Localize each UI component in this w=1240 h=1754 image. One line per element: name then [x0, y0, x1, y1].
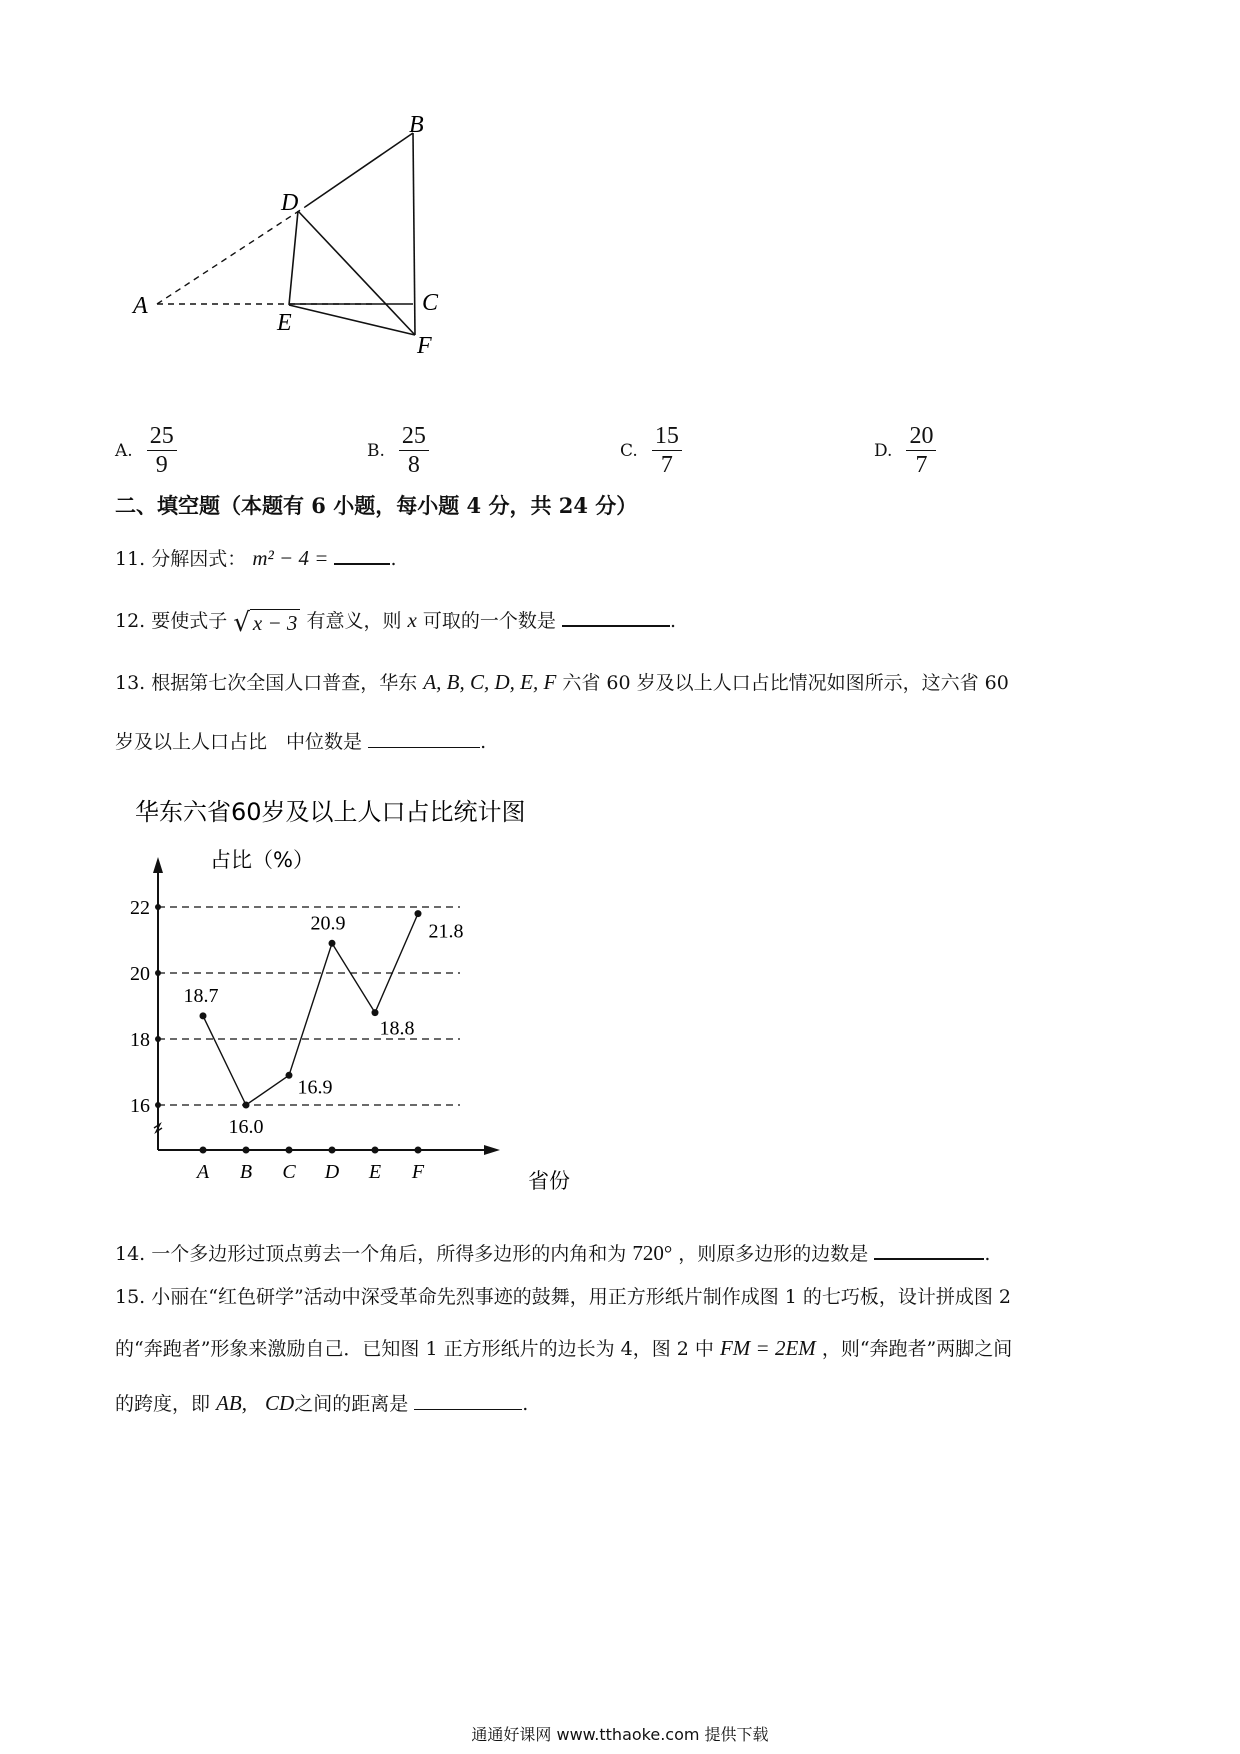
point-label-A: A: [133, 293, 148, 319]
data-point: [329, 940, 336, 947]
angle-value: 720°: [632, 1241, 673, 1265]
data-point: [243, 1102, 250, 1109]
x-axis-arrow: [484, 1145, 500, 1155]
question-text: 六省 60 岁及以上人口占比情况如图所示，这六省 60: [562, 672, 1009, 694]
question-text: 的跨度，即: [115, 1393, 211, 1415]
y-axis-label: 占比（%）: [210, 848, 314, 872]
question-number: 11.: [115, 548, 146, 570]
y-tick-label: 22: [130, 897, 150, 919]
data-label: 16.9: [297, 1076, 333, 1099]
x-tick-dot: [286, 1147, 293, 1154]
x-tick-label: A: [196, 1161, 210, 1183]
question-end: .: [984, 1243, 991, 1265]
question-13-line-1: [115, 669, 1009, 696]
geometry-figure: [125, 110, 455, 410]
chart-title: 华东六省60岁及以上人口占比统计图: [135, 798, 526, 826]
option-d: [874, 422, 936, 479]
denominator: 8: [407, 452, 420, 478]
option-label: D.: [874, 440, 893, 461]
question-text: 岁及以上人口占比 中位数是: [115, 731, 363, 753]
question-number: 13.: [115, 672, 146, 694]
question-15-line-1: [115, 1284, 1011, 1310]
math-expression: m² − 4 =: [252, 546, 329, 570]
option-c: [620, 422, 682, 479]
math-expression: FM = 2EM: [719, 1336, 816, 1360]
question-text: 一个多边形过顶点剪去一个角后，所得多边形的内角和为: [151, 1243, 627, 1265]
x-tick-dot: [329, 1147, 336, 1154]
axis-break-marker: [154, 1124, 162, 1132]
data-label: 16.0: [228, 1116, 264, 1138]
y-tick-dot: [155, 1102, 161, 1108]
data-point: [286, 1072, 293, 1079]
question-text: 小丽在“红色研学”活动中深受革命先烈事迹的鼓舞，用正方形纸片制作成图 1 的七巧板，设计拼成图 2: [151, 1286, 1011, 1308]
question-text: 可取的一个数是: [422, 610, 556, 632]
question-text: 分解因式：: [151, 548, 247, 570]
variable: x: [407, 608, 417, 632]
y-tick-label: 18: [130, 1029, 150, 1051]
x-tick-dot: [243, 1147, 250, 1154]
data-label: 21.8: [428, 920, 464, 943]
question-end: .: [480, 731, 487, 753]
point-label-B: B: [409, 112, 424, 138]
variables: AB,: [216, 1391, 247, 1415]
denominator: 7: [660, 452, 673, 478]
answer-blank: [874, 1240, 984, 1260]
x-axis-label: 省份: [528, 1169, 570, 1193]
square-root: √ x − 3: [233, 609, 300, 636]
question-11: [115, 545, 396, 572]
y-tick-dot: [155, 970, 161, 976]
answer-blank: [334, 545, 390, 565]
answer-blank: [414, 1391, 522, 1410]
option-a: [115, 422, 177, 479]
variables: A, B, C, D, E, F: [423, 670, 557, 694]
segment-DE: [289, 211, 298, 305]
question-text: 之间的距离是: [294, 1393, 409, 1415]
question-number: 15.: [115, 1286, 146, 1308]
point-label-C: C: [422, 290, 439, 316]
chart-plot-area: [130, 857, 500, 1183]
segment-BF: [413, 133, 415, 335]
fraction: [906, 422, 936, 479]
question-number: 12.: [115, 610, 146, 632]
y-axis-arrow: [153, 857, 163, 873]
y-tick-label: 20: [130, 963, 150, 985]
segment-DF: [298, 211, 415, 335]
point-label-E: E: [277, 310, 292, 336]
radicand: x − 3: [250, 609, 301, 636]
y-tick-label: 16: [130, 1095, 150, 1117]
option-label: C.: [620, 440, 638, 461]
point-label-D: D: [281, 190, 299, 216]
line-chart: [110, 785, 590, 1205]
segment-DB: [305, 133, 413, 207]
x-tick-dot: [415, 1147, 422, 1154]
segment-AD: [157, 207, 305, 304]
x-tick-label: D: [324, 1161, 340, 1183]
fraction: [652, 422, 682, 479]
x-tick-label: B: [239, 1161, 253, 1183]
numerator: 25: [147, 422, 177, 451]
question-end: .: [522, 1393, 529, 1415]
data-point: [200, 1012, 207, 1019]
question-15-line-2: [115, 1335, 1012, 1362]
question-15-line-3: [115, 1390, 528, 1417]
question-end: .: [669, 610, 676, 632]
x-tick-label: E: [368, 1161, 382, 1183]
question-number: 14.: [115, 1243, 146, 1265]
data-label: 20.9: [310, 912, 346, 935]
data-label: 18.7: [183, 984, 219, 1007]
x-tick-label: C: [282, 1161, 296, 1183]
numerator: 15: [652, 422, 682, 451]
x-tick-dot: [372, 1147, 379, 1154]
question-text: 根据第七次全国人口普查，华东: [151, 672, 418, 694]
data-point: [372, 1009, 379, 1016]
variables: CD: [265, 1391, 295, 1415]
question-end: .: [390, 548, 397, 570]
fraction: [147, 422, 177, 479]
data-point: [415, 910, 422, 917]
question-text: ，则“奔跑者”两脚之间: [821, 1338, 1013, 1360]
section-title: 二、填空题（本题有 6 小题，每小题 4 分，共 24 分）: [115, 493, 638, 518]
question-text: ，则原多边形的边数是: [678, 1243, 869, 1265]
numerator: 25: [399, 422, 429, 451]
numerator: 20: [906, 422, 936, 451]
segment-EF: [289, 305, 415, 335]
question-text: 有意义，则: [306, 610, 402, 632]
question-14: [115, 1240, 990, 1267]
answer-blank: [368, 729, 480, 748]
option-label: A.: [115, 440, 133, 461]
answer-blank: [562, 607, 670, 627]
x-tick-dot: [200, 1147, 207, 1154]
question-12: [115, 607, 676, 636]
fraction: [399, 422, 429, 479]
data-label: 18.8: [379, 1017, 415, 1040]
y-tick-dot: [155, 904, 161, 910]
denominator: 7: [915, 452, 928, 478]
y-tick-dot: [155, 1036, 161, 1042]
x-tick-label: F: [411, 1161, 425, 1183]
footer-watermark: 通通好课网 www.tthaoke.com 提供下载: [471, 1725, 769, 1744]
question-text: 的“奔跑者”形象来激励自己．已知图 1 正方形纸片的边长为 4，图 2 中: [115, 1338, 714, 1360]
option-b: [367, 422, 429, 479]
question-text: 要使式子: [151, 610, 228, 632]
denominator: 9: [155, 452, 168, 478]
question-13-line-2: [115, 729, 486, 755]
option-label: B.: [367, 440, 385, 461]
point-label-F: F: [417, 333, 432, 359]
